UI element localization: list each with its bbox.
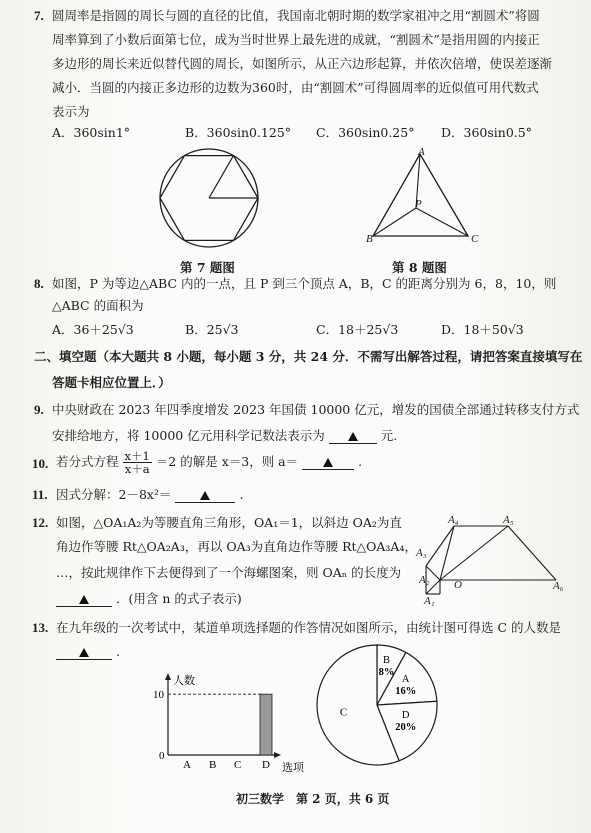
q8-option-b: B．25√3 [185,322,239,337]
bar-chart-x-arrow [274,752,281,758]
section2-heading-line2: 答题卡相应位置上．） [52,375,171,390]
q8-label-a: A [418,146,425,158]
q8-text-line2: △ABC 的面积为 [52,298,144,313]
q8-option-a: A．36＋25√3 [52,322,134,337]
bar-chart-x-tick: D [262,759,270,771]
q12-text-line3: …，按此规律作下去便得到了一个海螺图案，则 OAₙ 的长度为 [56,565,402,580]
bar-chart-x-tick: A [183,759,191,771]
q9-text-line2-post: 元. [380,428,398,443]
q7-text-line3: 多边形的周长来近似替代圆的周长，如图所示，从正六边形起算，并依次倍增，使误差逐渐 [52,56,553,71]
q12-text-line4 [56,592,242,607]
q9-number: 9. [34,402,44,417]
q7-figure-circle-hexagon [154,143,264,253]
q9-text-line1: 中央财政在 2023 年四季度增发 2023 年国债 10000 亿元，增发的国债全部通过转移支付方式 [52,402,580,417]
q9-text-line2-pre: 安排给地方，将 10000 亿元用科学记数法表示为 [52,428,325,443]
q10-text-mid: ＝2 的解是 x＝3，则 a＝ [155,454,299,469]
answer-marker-icon [323,458,333,467]
q12-figure-spiral [416,516,566,606]
q7-text-line2: 周率算到了小数后面第七位，成为当时世界上最先进的成就，“割圆术”是指用圆的内接正 [52,32,540,47]
q12-label-a3: A₃ [416,547,427,559]
q10-fraction [123,450,152,475]
q9-text-line2 [52,429,397,444]
q12-text-line4-post: ．(用含 n 的式子表示) [115,591,242,606]
q12-label-a2: A₂ [419,574,430,586]
pie-label-d: D [401,710,410,722]
bar-chart-y-tick: 10 [153,689,164,702]
answer-marker-icon [79,648,89,657]
q13-number: 13. [32,620,49,635]
q8-figure-caption: 第 8 题图 [392,260,447,275]
pie-percent-d: 20% [395,722,417,734]
q8-label-p: P [415,198,422,210]
q12-label-a1: A₁ [424,595,435,607]
pie-label-a: A [401,673,410,685]
q8-text-line1: 如图，P 为等边△ABC 内的一点，且 P 到三个顶点 A，B，C 的距离分别为 6，8，10，则 [52,276,557,291]
answer-marker-icon [79,595,89,604]
q8-option-c: C．18＋25√3 [316,322,399,337]
page-footer: 初三数学 第 2 页，共 6 页 [236,792,390,806]
q11-number: 11. [32,487,48,502]
q10-number: 10. [32,456,49,471]
q7-option-c: C．360sin0.25° [316,125,415,140]
q7-text-line4: 减小．当圆的内接正多边形的边数为360时，由“割圆术”可得圆周率的近似值可用代数式 [52,80,539,95]
q12-label-a6: A₆ [553,580,564,592]
q12-text-line1: 如图，△OA₁A₂为等腰直角三角形，OA₁＝1，以斜边 OA₂为直 [56,515,402,530]
q7-text-line1: 圆周率是指圆的周长与圆的直径的比值，我国南北朝时期的数学家祖冲之用“割圆术”将圆 [52,8,540,23]
q12-label-a4: A₄ [448,514,459,526]
pie-label-c: C [339,706,348,719]
section2-heading-line1: 二、填空题（本大题共 8 小题，每小题 3 分，共 24 分．不需写出解答过程，请把答案直接填写在 [34,349,583,364]
q13-pie-chart [312,640,442,770]
q10-fraction-numerator: x＋1 [124,449,150,463]
q10-text [56,450,362,475]
bar-chart-y-arrow [165,673,171,680]
bar-chart-x-label: 选项 [282,762,304,774]
q11-answer-blank [175,488,235,503]
q8-option-d: D．18＋50√3 [441,322,524,337]
q12-answer-blank [56,592,112,607]
q7-option-d: D．360sin0.5° [441,125,532,140]
q13-answer-blank [56,645,112,660]
q8-label-b: B [366,233,373,245]
q13-text-line1: 在九年级的一次考试中，某道单项选择题的作答情况如图所示，由统计图可得选 C 的人数是 [56,620,562,635]
q10-text-pre: 若分式方程 [56,454,119,469]
bar-chart-y-label: 人数 [173,675,195,687]
pie-percent-a: 16% [395,685,417,697]
q7-number: 7. [34,8,44,23]
q8-number: 8. [34,276,44,291]
q11-text-pre: 因式分解：2－8x²＝ [56,487,172,502]
q12-number: 12. [32,515,49,530]
q7-text-line5: 表示为 [52,104,90,119]
q13-text-line2 [56,645,120,660]
q7-option-b: B．360sin0.125° [185,125,292,140]
answer-marker-icon [348,432,358,441]
q11-text [56,488,243,503]
bar-chart-x-tick: C [234,759,242,771]
q7-figure-caption: 第 7 题图 [180,260,235,275]
q10-text-post: . [358,454,363,469]
bar-chart-bar [260,694,272,755]
q12-label-a5: A₅ [503,514,514,526]
bar-chart-x-tick: B [209,759,217,771]
q10-fraction-denominator: x＋a [124,462,150,476]
answer-marker-icon [200,491,210,500]
q12-text-line2: 角边作等腰 Rt△OA₂A₃，再以 OA₃为直角边作等腰 Rt△OA₃A₄， [56,539,417,554]
bar-chart-y-tick: 0 [159,750,165,762]
q8-label-c: C [471,233,479,245]
q7-option-a: A．360sin1° [52,125,131,140]
q8-figure-triangle [362,148,492,244]
q13-text-line2-post: . [115,644,120,659]
pie-percent-b: 8% [378,667,395,679]
q13-bar-chart [150,668,320,778]
q10-answer-blank [302,455,354,470]
q9-answer-blank [329,429,377,444]
q12-label-o: O [454,579,462,591]
q11-text-post: . [239,487,244,502]
pie-label-b: B [382,655,390,667]
